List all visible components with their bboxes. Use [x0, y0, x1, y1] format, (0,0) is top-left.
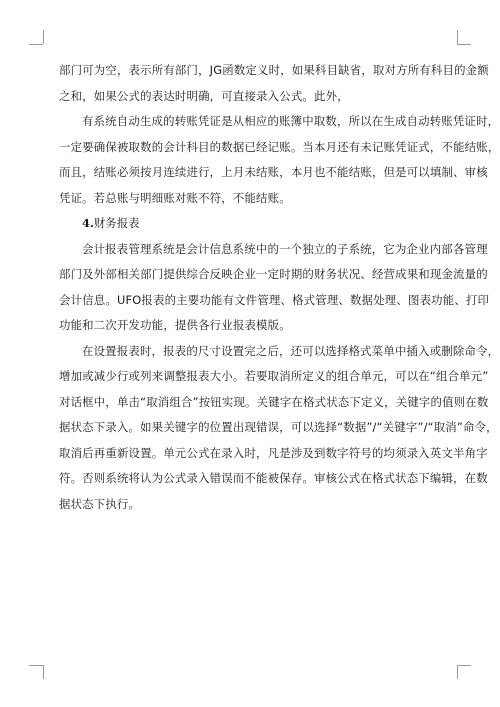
section-heading	[59, 211, 443, 237]
crop-mark-top-right-v	[457, 30, 458, 44]
crop-mark-bottom-left-v	[43, 665, 44, 679]
crop-mark-top-left-h	[29, 44, 43, 45]
text-line: 而且，结账必须按月连续进行，上月未结账，本月也不能结账，但是可以填制、审核	[59, 165, 488, 179]
text-line: 取消后再重新设置。单元公式在录入时，凡是涉及到数字符号的均须录入英文半角字	[59, 445, 488, 460]
crop-mark-top-right-h	[457, 44, 471, 45]
crop-mark-bottom-left-h	[29, 665, 43, 666]
document-body	[59, 58, 500, 517]
text-line: 部门及外部相关部门提供综合反映企业一定时期的财务状况、经营成果和现金流量的	[59, 267, 488, 281]
paragraph-4	[59, 339, 500, 518]
text-line: 在设置报表时，报表的尺寸设置完之后，还可以选择格式菜单中插入或删除命令，	[82, 343, 500, 358]
text-line: 符。否则系统将认为公式录入错误而不能被保存。审核公式在格式状态下编辑，在数	[59, 471, 488, 485]
text-line: 一定要确保被取数的会计科目的数据已经记账。当本月还有未记账凭证式，不能结账，	[59, 139, 500, 154]
crop-mark-bottom-right-v	[457, 665, 458, 679]
text-line: 功能和二次开发功能，提供各行业报表模版。	[59, 318, 291, 332]
paragraph-3	[59, 237, 490, 339]
text-line: 凭证。若总账与明细账对账不符，不能结账。	[59, 190, 291, 205]
paragraph-1	[59, 58, 489, 109]
text-line: 增加或减少行或列来调整报表大小。若要取消所定义的组合单元，可以在“组合单元”	[59, 369, 489, 383]
text-line: 有系统自动生成的转账凭证是从相应的账簿中取数，所以在生成自动转账凭证时，	[82, 114, 500, 128]
text-line: 据状态下执行。	[59, 496, 141, 511]
text-line: 部门可为空，表示所有部门，JG函数定义时，如果科目缺省，取对方所有科目的金额	[59, 63, 489, 77]
section-number: 4.	[82, 216, 94, 230]
paragraph-2	[59, 109, 500, 211]
text-line: 会计报表管理系统是会计信息系统中的一个独立的子系统，它为企业内部各管理	[82, 241, 488, 256]
section-title: 财务报表	[93, 216, 140, 230]
text-line: 据状态下录入。如果关键字的位置出现错误，可以选择“数据”/“关键字”/“取消”命令，	[59, 420, 498, 434]
text-line: 会计信息。UFO报表的主要功能有文件管理、格式管理、数据处理、图表功能、打印	[59, 292, 490, 307]
text-line: 之和，如果公式的表达时明确，可直接录入公式。此外，	[59, 88, 349, 103]
text-line: 对话框中，单击“取消组合”按钮实现。关键字在格式状态下定义，关键字的值则在数	[59, 394, 489, 409]
crop-mark-bottom-right-h	[457, 665, 471, 666]
crop-mark-top-left-v	[43, 30, 44, 44]
